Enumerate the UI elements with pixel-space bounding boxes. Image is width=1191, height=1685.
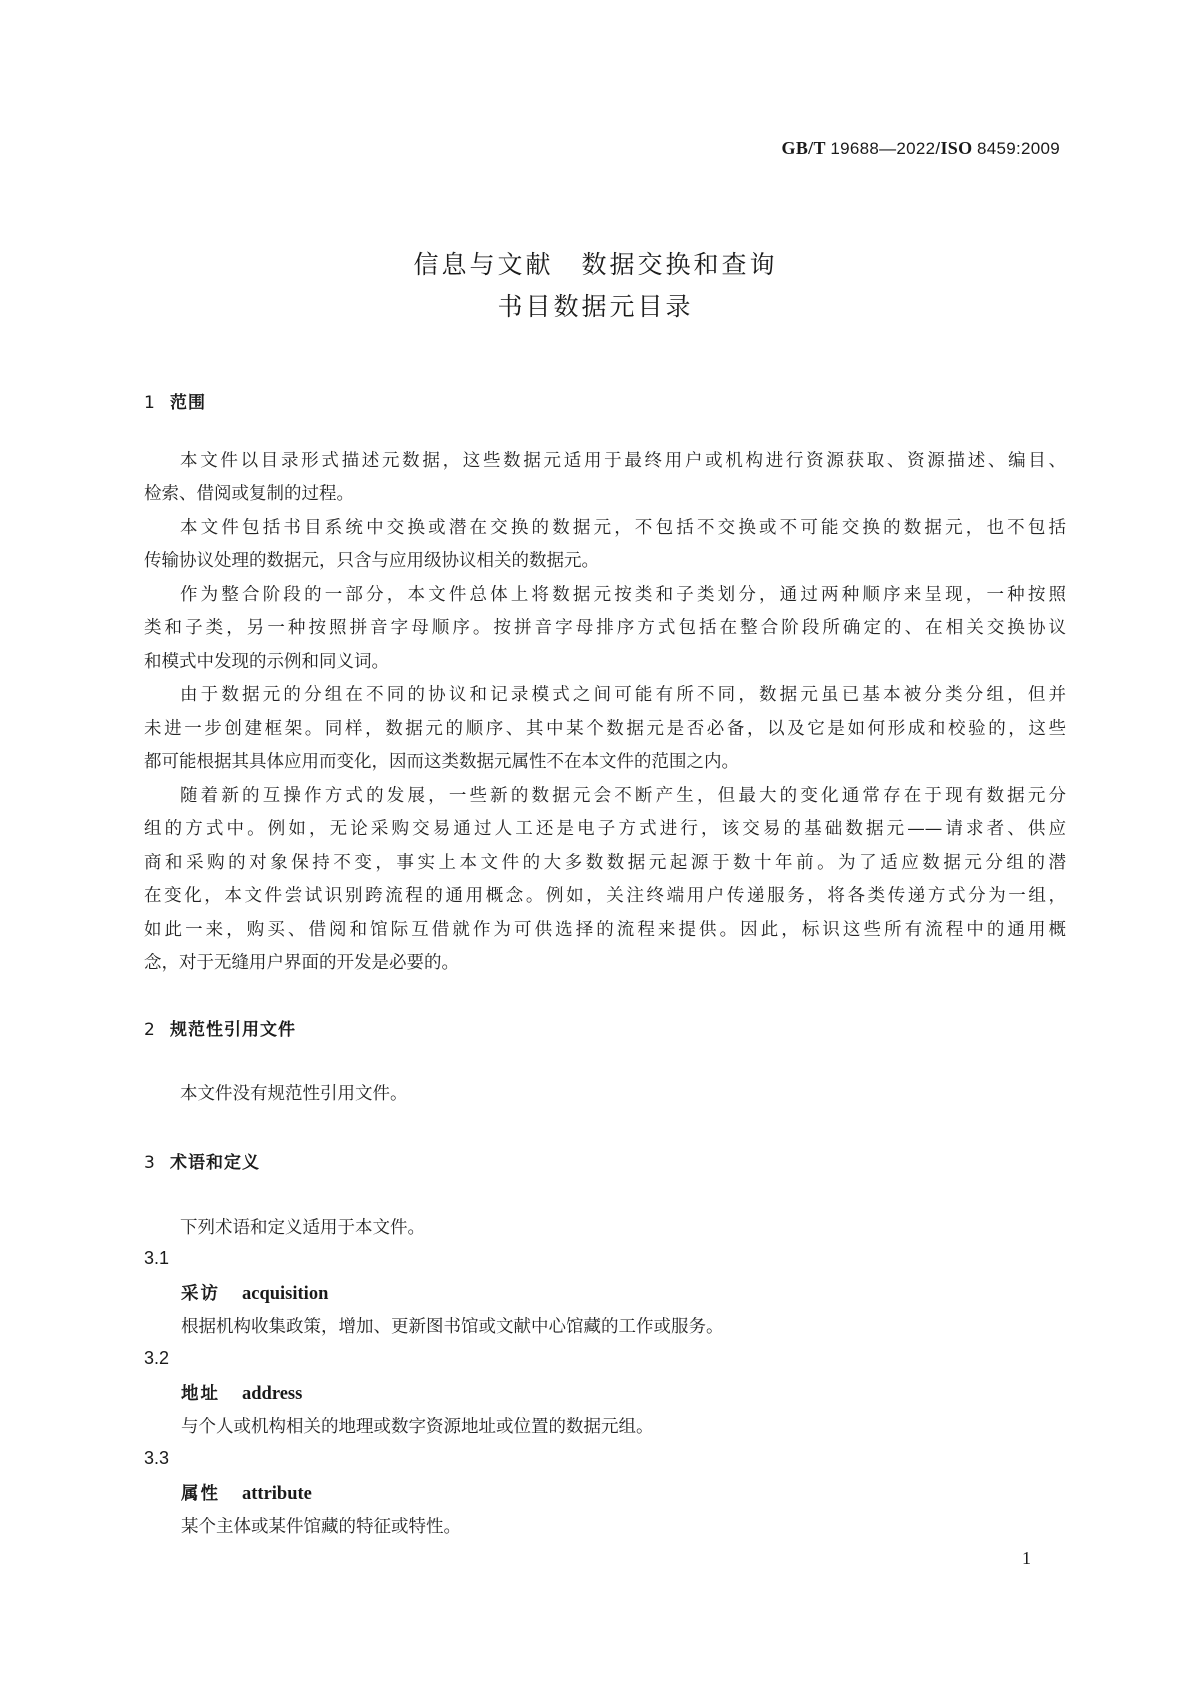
- paragraph-line: 本文件以目录形式描述元数据，这些数据元适用于最终用户或机构进行资源获取、资源描述、编目、: [180, 451, 1066, 471]
- section-heading-terms-definitions: [144, 1148, 260, 1173]
- term-definition: 与个人或机构相关的地理或数字资源地址或位置的数据元组。: [181, 1417, 654, 1437]
- paragraph-line: 在变化，本文件尝试识别跨流程的通用概念。例如，关注终端用户传递服务，将各类传递方式分为一组，: [144, 886, 1066, 906]
- section-title: 范围: [170, 393, 206, 413]
- section-title: 术语和定义: [170, 1153, 260, 1173]
- section-heading-normative-references: [144, 1015, 296, 1040]
- standard-prefix: GB/T: [781, 138, 826, 158]
- paragraph-line: 作为整合阶段的一部分，本文件总体上将数据元按类和子类划分，通过两种顺序来呈现，一种按照: [180, 585, 1066, 605]
- page-number: 1: [1022, 1548, 1031, 1568]
- paragraph-line: 由于数据元的分组在不同的协议和记录模式之间可能有所不同，数据元虽已基本被分类分组，但并: [180, 685, 1066, 705]
- term-chinese: 属性: [181, 1484, 220, 1504]
- document-title-line-1: 信息与文献 数据交换和查询: [413, 250, 778, 279]
- paragraph-line: 都可能根据其具体应用而变化，因而这类数据元属性不在本文件的范围之内。: [144, 752, 739, 772]
- term-chinese: 地址: [181, 1384, 220, 1404]
- term-english: acquisition: [242, 1284, 329, 1304]
- term-english: address: [242, 1384, 303, 1404]
- paragraph-line: 本文件包括书目系统中交换或潜在交换的数据元，不包括不交换或不可能交换的数据元，也不包括: [180, 518, 1066, 538]
- section-title: 规范性引用文件: [170, 1020, 296, 1040]
- iso-number: 8459:2009: [976, 139, 1060, 158]
- paragraph-line: 商和采购的对象保持不变，事实上本文件的大多数数据元起源于数十年前。为了适应数据元分组的潜: [144, 853, 1066, 873]
- paragraph-line: 随着新的互操作方式的发展，一些新的数据元会不断产生，但最大的变化通常存在于现有数据元分: [180, 786, 1066, 806]
- term-entry: [181, 1380, 302, 1405]
- term-number: 3.2: [144, 1348, 170, 1368]
- paragraph-line: 如此一来，购买、借阅和馆际互借就作为可供选择的流程来提供。因此，标识这些所有流程中的通用概: [144, 920, 1066, 940]
- paragraph-line: 未进一步创建框架。同样，数据元的顺序、其中某个数据元是否必备，以及它是如何形成和校验的，这些: [144, 719, 1066, 739]
- term-entry: [181, 1480, 312, 1505]
- term-number: 3.3: [144, 1448, 170, 1468]
- standard-number-header: [782, 138, 1060, 159]
- section-number: 2: [144, 1020, 156, 1040]
- section-number: 1: [144, 393, 156, 413]
- term-definition: 根据机构收集政策，增加、更新图书馆或文献中心馆藏的工作或服务。: [181, 1317, 724, 1337]
- iso-prefix: ISO: [940, 138, 973, 158]
- section-number: 3: [144, 1153, 156, 1173]
- standard-number: 19688—2022/: [830, 139, 941, 158]
- paragraph-line: 传输协议处理的数据元，只含与应用级协议相关的数据元。: [144, 551, 599, 571]
- paragraph-line: 类和子类，另一种按照拼音字母顺序。按拼音字母排序方式包括在整合阶段所确定的、在相关交换协议: [144, 618, 1066, 638]
- paragraph-line: 本文件没有规范性引用文件。: [180, 1084, 408, 1104]
- document-title-line-2: 书目数据元目录: [497, 292, 694, 321]
- paragraph-line: 念，对于无缝用户界面的开发是必要的。: [144, 953, 459, 973]
- term-english: attribute: [242, 1484, 312, 1504]
- paragraph-line: 检索、借阅或复制的过程。: [144, 484, 354, 504]
- paragraph-line: 组的方式中。例如，无论采购交易通过人工还是电子方式进行，该交易的基础数据元——请求者、供应: [144, 819, 1066, 839]
- term-entry: [181, 1280, 328, 1305]
- paragraph-line: 和模式中发现的示例和同义词。: [144, 652, 389, 672]
- term-number: 3.1: [144, 1248, 170, 1268]
- term-definition: 某个主体或某件馆藏的特征或特性。: [181, 1517, 461, 1537]
- term-chinese: 采访: [181, 1284, 220, 1304]
- paragraph-line: 下列术语和定义适用于本文件。: [180, 1218, 425, 1238]
- section-heading-scope: [144, 388, 206, 413]
